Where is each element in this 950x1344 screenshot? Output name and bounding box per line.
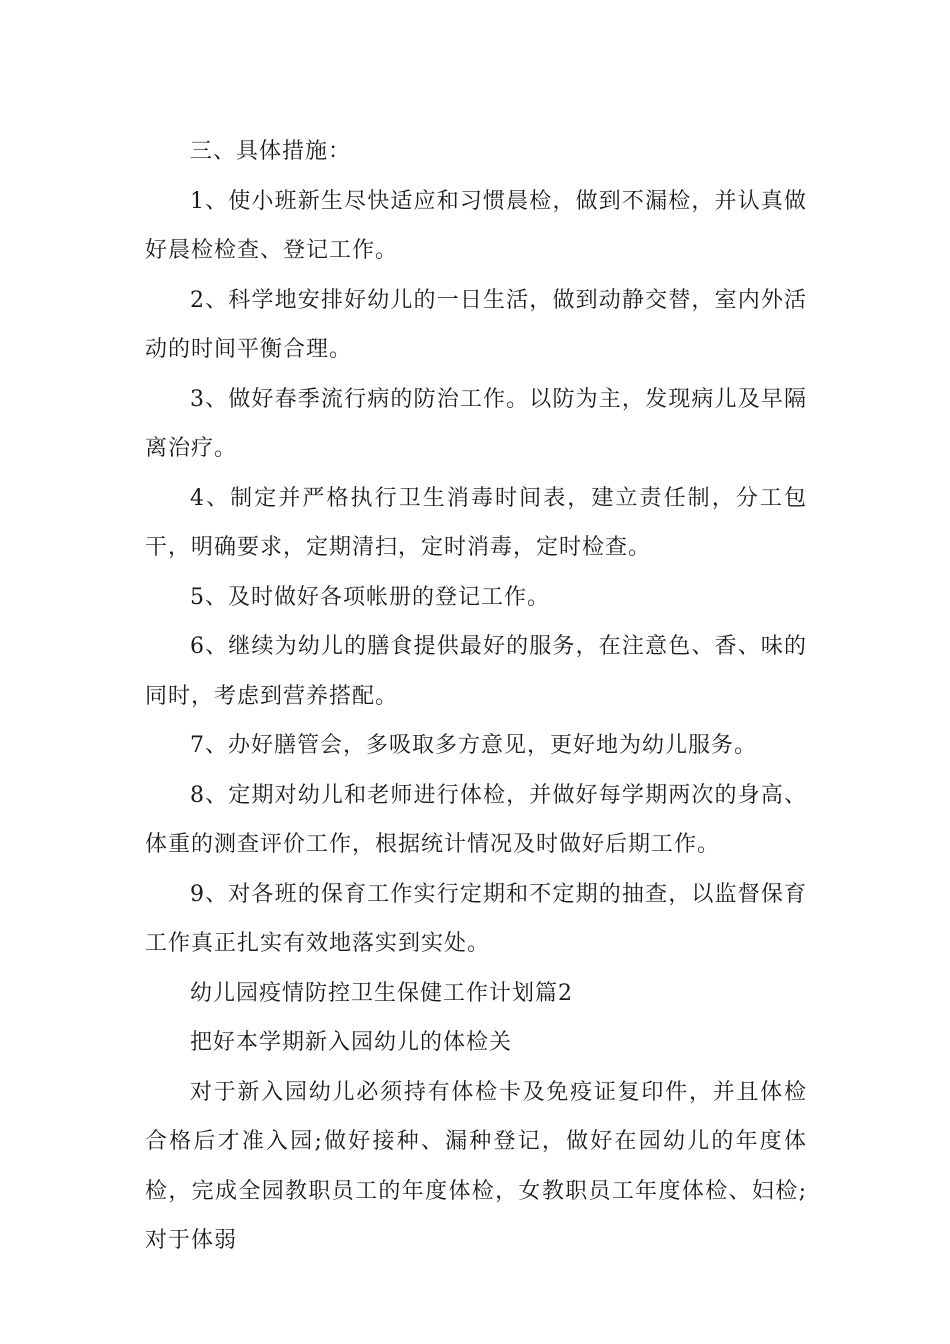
measure-item-7: 7、办好膳管会，多吸取多方意见，更好地为幼儿服务。 [190,733,757,758]
measure-item-9: 9、对各班的保育工作实行定期和不定期的抽查，以监督保育工作真正扎实有效地落实到实处。 [145,881,807,956]
measure-item-2: 2、科学地安排好幼儿的一日生活，做到动静交替，室内外活动的时间平衡合理。 [145,287,807,362]
section-heading: 三、具体措施： [190,139,352,164]
measure-item-1: 1、使小班新生尽快适应和习惯晨检，做到不漏检，并认真做好晨检检查、登记工作。 [145,188,807,263]
subheading: 把好本学期新入园幼儿的体检关 [190,1030,513,1055]
article-title: 幼儿园疫情防控卫生保健工作计划篇2 [190,980,573,1006]
measure-item-6: 6、继续为幼儿的膳食提供最好的服务，在注意色、香、味的同时，考虑到营养搭配。 [145,634,807,709]
document-body [145,127,807,1266]
measure-item-3: 3、做好春季流行病的防治工作。以防为主，发现病儿及早隔离治疗。 [145,386,807,461]
measure-item-5: 5、及时做好各项帐册的登记工作。 [190,584,550,610]
body-paragraph: 对于新入园幼儿必须持有体检卡及免疫证复印件，并且体检合格后才准入园;做好接种、漏种登记，做好在园幼儿的年度体检，完成全园教职员工的年度体检，女教职员工年度体检、妇检;对于体弱 [145,1079,807,1253]
measure-item-4: 4、制定并严格执行卫生消毒时间表，建立责任制，分工包干，明确要求，定期清扫，定时消毒，定时检查。 [145,485,807,560]
measure-item-8: 8、定期对幼儿和老师进行体检，并做好每学期两次的身高、体重的测查评价工作，根据统计情况及时做好后期工作。 [145,782,807,857]
